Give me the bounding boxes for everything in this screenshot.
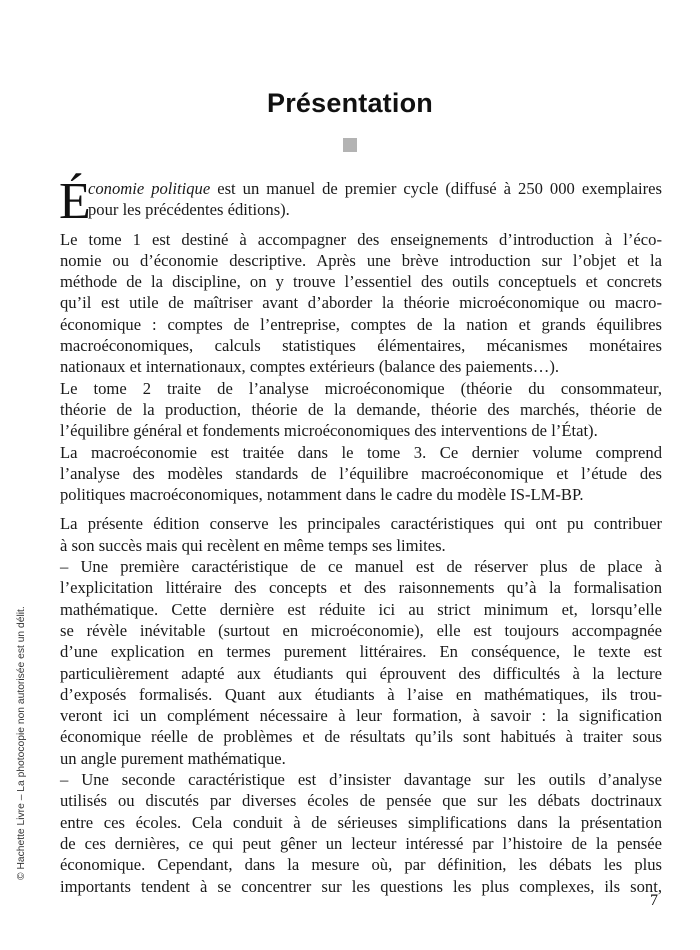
text-line: importants tendent à se concentrer sur les questions les plus complexes, ils sont, bbox=[60, 876, 662, 896]
text-line: nomie ou d’économie descriptive. Après une brève introduction sur l’objet et la bbox=[60, 250, 662, 270]
text-line: de ces dernières, ce qui peut gêner un lecteur intéressé par l’histoire de la pensée bbox=[60, 833, 662, 853]
text-line: politiques macroéconomiques, notamment dans le cadre du modèle IS-LM-BP. bbox=[60, 485, 584, 505]
paragraph-characteristics bbox=[60, 513, 662, 896]
title-ornament bbox=[343, 138, 357, 152]
text-line: économique. Cependant, dans la mesure où, par définition, les débats les plus bbox=[60, 855, 662, 875]
page-number: 7 bbox=[650, 892, 658, 909]
text-line: Le tome 1 est destiné à accompagner des enseignements d’introduction à l’éco- bbox=[60, 229, 662, 249]
text-line: nationaux et internationaux, comptes extérieurs (balance des paiements…). bbox=[60, 357, 560, 377]
page-title: Présentation bbox=[267, 88, 433, 118]
book-title: conomie politique bbox=[88, 179, 211, 198]
copyright-notice: © Hachette Livre – La photocopie non autorisée est un délit. bbox=[16, 606, 27, 880]
text-line: Le tome 2 traite de l’analyse microéconomique (théorie du consommateur, bbox=[60, 378, 662, 398]
text-line: veront ici un complément nécessaire à leur formation, à savoir : la signification bbox=[60, 706, 662, 726]
intro-line-2: pour les précédentes éditions). bbox=[88, 200, 290, 220]
text-line: économique réelle de problèmes et de résultats qu’ils sont habitués à traiter sous bbox=[60, 727, 662, 747]
text-line: théorie de la production, théorie de la demande, théorie des marchés, théorie de bbox=[60, 399, 662, 419]
text-line: La macroéconomie est traitée dans le tome 3. Ce dernier volume comprend bbox=[60, 442, 662, 462]
text-line: – Une première caractéristique de ce manuel est de réserver plus de place à bbox=[60, 557, 662, 577]
text-line: macroéconomiques, calculs statistiques élémentaires, mécanismes monétaires bbox=[60, 336, 662, 356]
text-line: se révèle inévitable (surtout en microéconomie), elle est toujours accompagnée bbox=[60, 620, 662, 640]
text-line: économique : comptes de l’entreprise, comptes de la nation et grands équilibres bbox=[60, 314, 662, 334]
intro-line-1 bbox=[60, 178, 662, 199]
text-line: entre ces écoles. Cela conduit à de sérieuses simplifications dans la présentation bbox=[60, 812, 662, 832]
text-line: l’équilibre général et fondements microéconomiques des interventions de l’État). bbox=[60, 421, 598, 441]
text-line: utilisés ou discutés par diverses écoles de pensée que sur les débats doctrinaux bbox=[60, 791, 662, 811]
paragraph-tomes bbox=[60, 229, 662, 506]
intro-paragraph bbox=[59, 173, 662, 230]
text-line: l’explicitation littéraire des concepts et des raisonnements qu’à la formalisation bbox=[60, 578, 662, 598]
body-text bbox=[59, 173, 662, 897]
text-line: méthode de la discipline, on y trouve l’essentiel des outils conceptuels et concrets bbox=[60, 272, 662, 292]
text-line: mathématique. Cette dernière est réduite ici au strict minimum et, lorsqu’elle bbox=[60, 599, 662, 619]
text-line: qu’il est utile de maîtriser avant d’aborder la théorie microéconomique ou macro- bbox=[60, 293, 662, 313]
drop-cap: É bbox=[59, 173, 91, 230]
text-line: particulièrement adapté aux étudiants qui éprouvent des difficultés à la lecture bbox=[60, 663, 662, 683]
text-line: d’exposés formalisés. Quant aux étudiants à l’aise en mathématiques, ils trou- bbox=[60, 684, 662, 704]
text-line: d’une explication en termes purement littéraires. En conséquence, le texte est bbox=[60, 642, 662, 662]
intro-line-1-text: est un manuel de premier cycle (diffusé à 250 000 exemplaires bbox=[210, 179, 662, 198]
text-line: La présente édition conserve les principales caractéristiques qui ont pu contribuer bbox=[60, 514, 662, 534]
text-line: – Une seconde caractéristique est d’insister davantage sur les outils d’analyse bbox=[60, 770, 662, 790]
text-line: l’analyse des modèles standards de l’équilibre macroéconomique et l’étude des bbox=[60, 463, 662, 483]
text-line: un angle purement mathématique. bbox=[60, 748, 286, 768]
text-line: à son succès mais qui recèlent en même temps ses limites. bbox=[60, 535, 446, 555]
